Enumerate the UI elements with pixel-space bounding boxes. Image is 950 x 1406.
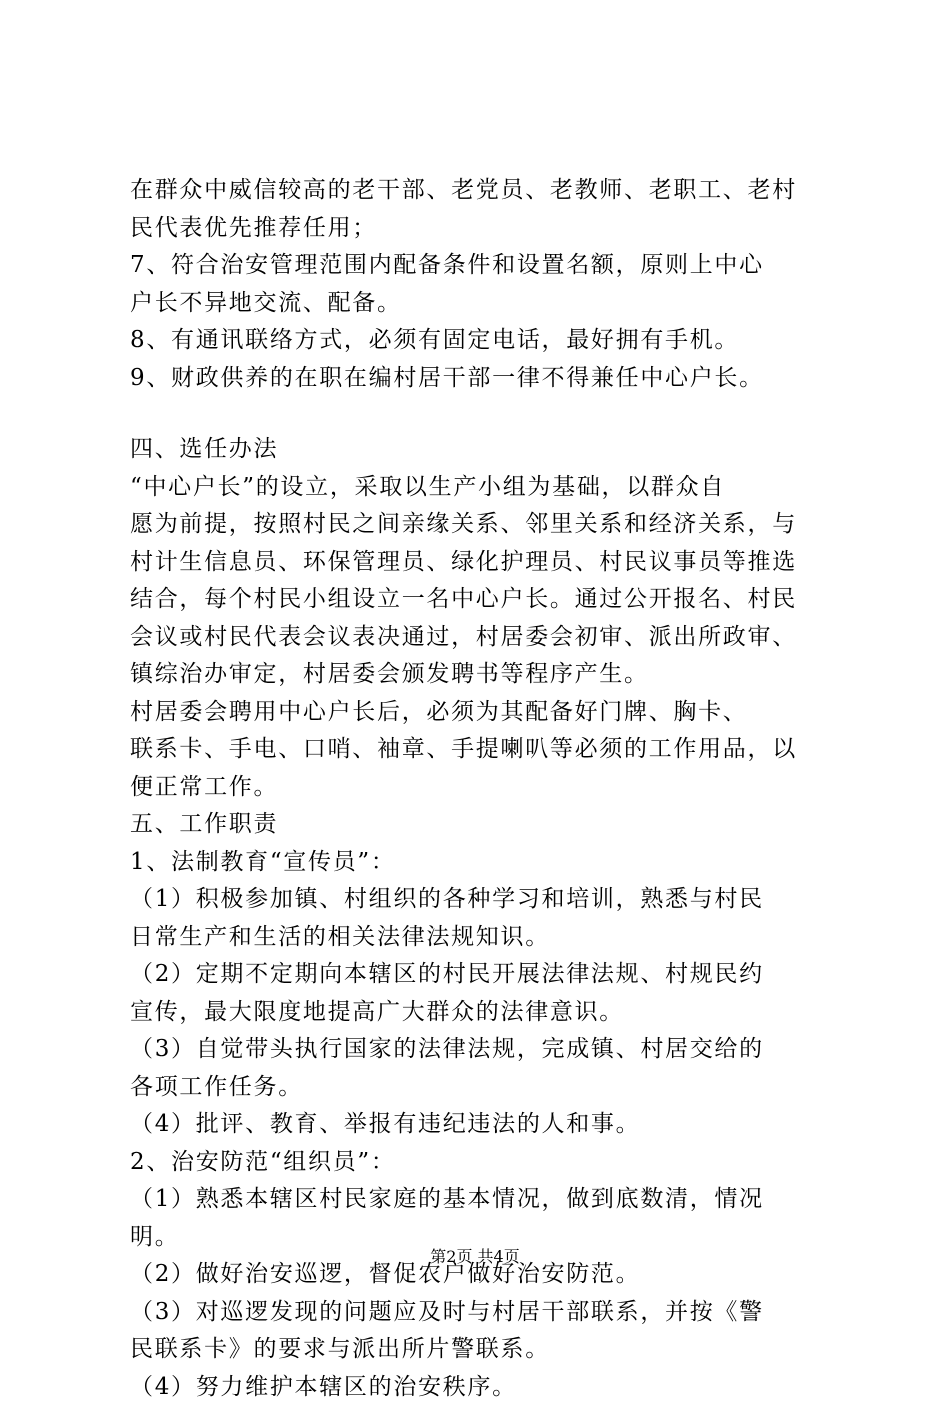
text-line: （2）做好治安巡逻，督促农户做好治安防范。 (130, 1256, 834, 1294)
text-line: 镇综治办审定，村居委会颁发聘书等程序产生。 (130, 656, 834, 694)
text-line: （3）对巡逻发现的问题应及时与村居干部联系，并按《警 (130, 1294, 834, 1332)
text-line: 7、符合治安管理范围内配备条件和设置名额，原则上中心 (130, 247, 834, 285)
text-line: （4）努力维护本辖区的治安秩序。 (130, 1369, 834, 1406)
blank-line (130, 397, 834, 431)
text-line: 在群众中威信较高的老干部、老党员、老教师、老职工、老村 (130, 172, 834, 210)
section-heading: 四、选任办法 (130, 431, 834, 469)
subsection-heading: 2、治安防范“组织员”： (130, 1144, 834, 1182)
text-line: 愿为前提，按照村民之间亲缘关系、邻里关系和经济关系，与 (130, 506, 834, 544)
text-line: 宣传，最大限度地提高广大群众的法律意识。 (130, 994, 834, 1032)
page-number-footer: 第2页 共4页 (0, 1247, 950, 1267)
text-line: 会议或村民代表会议表决通过，村居委会初审、派出所政审、 (130, 619, 834, 657)
text-line: 民代表优先推荐任用； (130, 210, 834, 248)
text-line: 各项工作任务。 (130, 1069, 834, 1107)
subsection-heading: 1、法制教育“宣传员”： (130, 844, 834, 882)
text-line: 明。 (130, 1219, 834, 1257)
section-heading: 五、工作职责 (130, 806, 834, 844)
text-line: “中心户长”的设立，采取以生产小组为基础，以群众自 (130, 469, 834, 507)
text-line: 8、有通讯联络方式，必须有固定电话，最好拥有手机。 (130, 322, 834, 360)
text-line: （1）熟悉本辖区村民家庭的基本情况，做到底数清，情况 (130, 1181, 834, 1219)
text-line: 户长不异地交流、配备。 (130, 285, 834, 323)
text-line: （1）积极参加镇、村组织的各种学习和培训，熟悉与村民 (130, 881, 834, 919)
text-line: 民联系卡》的要求与派出所片警联系。 (130, 1331, 834, 1369)
document-body (130, 172, 834, 1406)
text-line: 9、财政供养的在职在编村居干部一律不得兼任中心户长。 (130, 360, 834, 398)
text-line: 结合，每个村民小组设立一名中心户长。通过公开报名、村民 (130, 581, 834, 619)
text-line: 联系卡、手电、口哨、袖章、手提喇叭等必须的工作用品，以 (130, 731, 834, 769)
text-line: （4）批评、教育、举报有违纪违法的人和事。 (130, 1106, 834, 1144)
text-line: （3）自觉带头执行国家的法律法规，完成镇、村居交给的 (130, 1031, 834, 1069)
text-line: （2）定期不定期向本辖区的村民开展法律法规、村规民约 (130, 956, 834, 994)
text-line: 村居委会聘用中心户长后，必须为其配备好门牌、胸卡、 (130, 694, 834, 732)
text-line: 村计生信息员、环保管理员、绿化护理员、村民议事员等推选 (130, 544, 834, 582)
text-line: 日常生产和生活的相关法律法规知识。 (130, 919, 834, 957)
text-line: 便正常工作。 (130, 769, 834, 807)
